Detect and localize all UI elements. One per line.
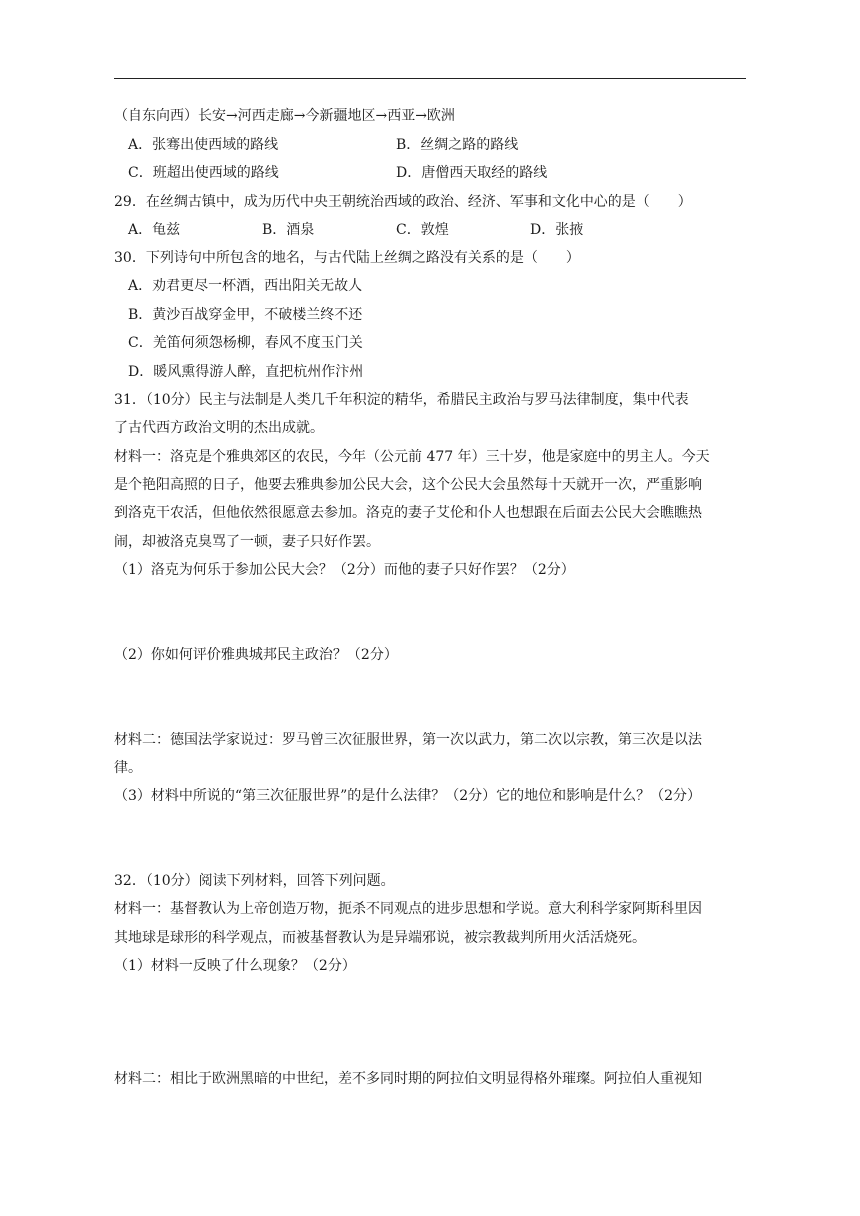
q30-stem: 30．下列诗句中所包含的地名，与古代陆上丝绸之路没有关系的是（ ） <box>114 250 580 266</box>
header-rule <box>114 78 746 79</box>
q28-option-d: D．唐僧西天取经的路线 <box>396 165 548 181</box>
q29-option-c: C．敦煌 <box>396 222 449 238</box>
q32-material2-line1: 材料二：相比于欧洲黑暗的中世纪，差不多同时期的阿拉伯文明显得格外璀璨。阿拉伯人重视知 <box>114 1071 702 1087</box>
q31-material2-line1: 材料二：德国法学家说过：罗马曾三次征服世界，第一次以武力，第二次以宗教，第三次是以法 <box>114 732 702 748</box>
q29-option-a: A．龟兹 <box>128 222 181 238</box>
q31-stem-line1: 31．（10分）民主与法制是人类几千年积淀的精华，希腊民主政治与罗马法律制度，集中代表 <box>114 392 689 408</box>
q32-subquestion-1: （1）材料一反映了什么现象？（2分） <box>114 958 356 974</box>
q30-option-d: D．暖风熏得游人醉，直把杭州作汴州 <box>128 364 364 380</box>
q31-subquestion-3: （3）材料中所说的“第三次征服世界”的是什么法律？（2分）它的地位和影响是什么？（2分） <box>114 788 702 804</box>
q31-stem-line2: 了古代西方政治文明的杰出成就。 <box>114 420 324 436</box>
q28-option-b: B．丝绸之路的路线 <box>396 137 519 153</box>
q30-option-b: B．黄沙百战穿金甲，不破楼兰终不还 <box>128 307 363 323</box>
q28-route: （自东向西）长安→河西走廊→今新疆地区→西亚→欧洲 <box>114 108 455 124</box>
q31-subquestion-1: （1）洛克为何乐于参加公民大会？（2分）而他的妻子只好作罢？（2分） <box>114 562 575 578</box>
q29-stem: 29．在丝绸古镇中，成为历代中央王朝统治西域的政治、经济、军事和文化中心的是（ ） <box>114 194 692 210</box>
q29-option-d: D．张掖 <box>530 222 584 238</box>
q30-option-a: A．劝君更尽一杯酒，西出阳关无故人 <box>128 278 363 294</box>
q29-option-b: B．酒泉 <box>262 222 315 238</box>
q31-material1-line1: 材料一：洛克是个雅典郊区的农民，今年（公元前 477 年）三十岁，他是家庭中的男主人。今天 <box>114 449 710 465</box>
q31-material1-line2: 是个艳阳高照的日子，他要去雅典参加公民大会，这个公民大会虽然每十天就开一次，严重影响 <box>114 477 702 493</box>
q32-stem: 32．（10分）阅读下列材料，回答下列问题。 <box>114 873 395 889</box>
q28-option-c: C．班超出使西域的路线 <box>128 165 279 181</box>
q31-material1-line3: 到洛克干农活，但他依然很愿意去参加。洛克的妻子艾伦和仆人也想跟在后面去公民大会瞧瞧热 <box>114 505 702 521</box>
q31-subquestion-2: （2）你如何评价雅典城邦民主政治？（2分） <box>114 647 398 663</box>
q28-option-a: A．张骞出使西域的路线 <box>128 137 279 153</box>
q30-option-c: C．羌笛何须怨杨柳，春风不度玉门关 <box>128 335 363 351</box>
q31-material2-line2: 律。 <box>114 760 142 776</box>
q31-material1-line4: 闹，却被洛克臭骂了一顿，妻子只好作罢。 <box>114 534 380 550</box>
q32-material1-line2: 其地球是球形的科学观点，而被基督教认为是异端邪说，被宗教裁判所用火活活烧死。 <box>114 930 646 946</box>
q32-material1-line1: 材料一：基督教认为上帝创造万物，扼杀不同观点的进步思想和学说。意大利科学家阿斯科里因 <box>114 901 702 917</box>
